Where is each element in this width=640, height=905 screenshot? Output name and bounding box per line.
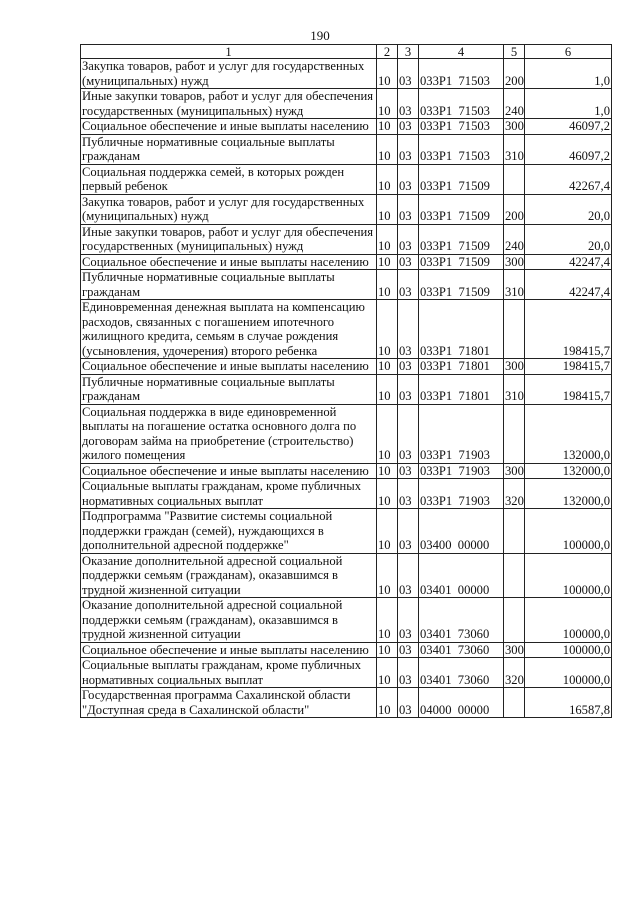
row-name-cell: Публичные нормативные социальные выплаты гражданам (81, 374, 377, 404)
row-name-cell: Социальное обеспечение и иные выплаты населению (81, 642, 377, 658)
table-row (81, 374, 612, 404)
row-section-cell: 10 (377, 134, 398, 164)
row-target-article-cell: 033Р1 71503 (419, 89, 504, 119)
table-row (81, 119, 612, 135)
row-target-article-cell: 033Р1 71509 (419, 270, 504, 300)
row-section-cell: 10 (377, 509, 398, 554)
row-expense-type-cell: 300 (505, 642, 524, 657)
row-subsection-cell: 03 (398, 374, 419, 404)
header-cell-4: 4 (419, 45, 504, 59)
row-expense-type-cell: 240 (504, 224, 525, 254)
row-target-article-cell: 04000 00000 (419, 688, 504, 718)
table-row (81, 59, 612, 89)
table-row (81, 89, 612, 119)
row-amount-cell: 16587,8 (525, 688, 612, 718)
row-subsection-cell: 03 (398, 270, 419, 300)
header-cell-5: 5 (504, 45, 525, 59)
page-number: 190 (310, 28, 330, 43)
row-amount-cell: 46097,2 (525, 119, 612, 135)
row-amount-cell: 100000,0 (525, 658, 612, 688)
row-expense-type-cell (504, 553, 525, 598)
row-target-article-cell: 033Р1 71801 (419, 300, 504, 359)
row-name-cell: Закупка товаров, работ и услуг для государственных (муниципальных) нужд (81, 59, 377, 89)
row-section-cell: 10 (377, 642, 398, 658)
row-target-article-cell: 03401 73060 (419, 598, 504, 643)
row-target-article-cell: 03400 00000 (419, 509, 504, 554)
row-amount-cell: 100000,0 (525, 509, 612, 554)
row-subsection-cell: 03 (398, 59, 419, 89)
row-subsection-cell: 03 (398, 553, 419, 598)
row-amount-cell: 42267,4 (525, 164, 612, 194)
row-name-cell: Социальное обеспечение и иные выплаты населению (81, 463, 377, 479)
row-target-article-cell: 033Р1 71903 (419, 479, 504, 509)
table-row (81, 359, 612, 375)
row-expense-type-cell (504, 300, 525, 359)
row-target-article-cell: 033Р1 71503 (419, 134, 504, 164)
row-name-cell: Публичные нормативные социальные выплаты гражданам (81, 134, 377, 164)
row-target-article-cell: 033Р1 71903 (419, 463, 504, 479)
row-target-article-cell: 033Р1 71509 (419, 164, 504, 194)
row-amount-cell: 132000,0 (525, 479, 612, 509)
row-name-cell: Социальная поддержка в виде единовременной выплаты на погашение остатка основного долга по договорам займа на приобретение (строительство) жилого помещения (81, 404, 377, 463)
row-target-article-cell: 033Р1 71509 (419, 254, 504, 270)
row-name-cell: Социальное обеспечение и иные выплаты населению (81, 119, 377, 135)
table-row (81, 463, 612, 479)
row-section-cell: 10 (377, 553, 398, 598)
row-expense-type-cell: 240 (504, 89, 525, 119)
row-expense-type-cell: 320 (504, 479, 525, 509)
row-section-cell: 10 (377, 359, 398, 375)
row-expense-type-cell: 310 (504, 374, 525, 404)
row-target-article-cell: 033Р1 71801 (419, 374, 504, 404)
row-name-cell: Оказание дополнительной адресной социальной поддержки семьям (гражданам), оказавшимся в трудной жизненной ситуации (81, 553, 377, 598)
row-subsection-cell: 03 (398, 509, 419, 554)
row-subsection-cell: 03 (398, 119, 419, 135)
row-target-article-cell: 033Р1 71903 (419, 404, 504, 463)
table-row (81, 300, 612, 359)
row-amount-cell: 20,0 (525, 194, 612, 224)
row-subsection-cell: 03 (398, 134, 419, 164)
row-subsection-cell: 03 (398, 224, 419, 254)
table-row (81, 658, 612, 688)
row-section-cell: 10 (377, 119, 398, 135)
row-section-cell: 10 (377, 254, 398, 270)
row-amount-cell: 42247,4 (525, 270, 612, 300)
row-name-cell: Закупка товаров, работ и услуг для государственных (муниципальных) нужд (81, 194, 377, 224)
row-section-cell: 10 (377, 404, 398, 463)
row-amount-cell: 132000,0 (525, 463, 612, 479)
header-cell-2: 2 (377, 45, 398, 59)
row-subsection-cell: 03 (398, 254, 419, 270)
row-name-cell: Оказание дополнительной адресной социальной поддержки семьям (гражданам), оказавшимся в трудной жизненной ситуации (81, 598, 377, 643)
row-subsection-cell: 03 (398, 194, 419, 224)
row-target-article-cell: 033Р1 71503 (419, 59, 504, 89)
row-subsection-cell: 03 (398, 89, 419, 119)
row-expense-type-cell (504, 164, 525, 194)
table-row (81, 642, 612, 658)
row-target-article-cell: 03401 00000 (419, 553, 504, 598)
row-target-article-cell: 033Р1 71509 (419, 224, 504, 254)
table-row (81, 509, 612, 554)
row-expense-type-cell (504, 598, 525, 643)
row-name-cell: Единовременная денежная выплата на компенсацию расходов, связанных с погашением ипотечного жилищного кредита, семьям в случае рождения (усыновления, удочерения) второго ребенка (81, 300, 377, 359)
row-expense-type-cell: 300 (505, 359, 524, 373)
row-section-cell: 10 (377, 224, 398, 254)
row-amount-cell: 1,0 (525, 59, 612, 89)
row-amount-cell: 100000,0 (525, 642, 612, 658)
row-expense-type-cell (504, 509, 525, 554)
row-target-article-cell: 03401 73060 (419, 642, 504, 658)
row-section-cell: 10 (377, 89, 398, 119)
header-cell-6: 6 (525, 45, 612, 59)
header-cell-3: 3 (398, 45, 419, 59)
row-section-cell: 10 (377, 598, 398, 643)
row-expense-type-cell (504, 688, 525, 718)
row-section-cell: 10 (377, 59, 398, 89)
row-expense-type-cell: 310 (504, 270, 525, 300)
row-amount-cell: 42247,4 (525, 254, 612, 270)
row-amount-cell: 1,0 (525, 89, 612, 119)
row-expense-type-cell: 200 (504, 59, 525, 89)
row-subsection-cell: 03 (398, 479, 419, 509)
row-subsection-cell: 03 (398, 359, 419, 375)
row-name-cell: Публичные нормативные социальные выплаты гражданам (81, 270, 377, 300)
table-row (81, 598, 612, 643)
row-target-article-cell: 033Р1 71503 (419, 119, 504, 135)
row-target-article-cell: 033Р1 71801 (419, 359, 504, 375)
row-subsection-cell: 03 (398, 300, 419, 359)
row-expense-type-cell: 300 (505, 463, 524, 478)
row-amount-cell: 46097,2 (525, 134, 612, 164)
row-name-cell: Государственная программа Сахалинской области "Доступная среда в Сахалинской области" (81, 688, 377, 718)
row-name-cell: Социальная поддержка семей, в которых рожден первый ребенок (81, 164, 377, 194)
table-row (81, 479, 612, 509)
row-amount-cell: 198415,7 (525, 374, 612, 404)
row-section-cell: 10 (377, 658, 398, 688)
row-expense-type-cell: 320 (504, 658, 525, 688)
row-name-cell: Социальные выплаты гражданам, кроме публичных нормативных социальных выплат (81, 658, 377, 688)
row-section-cell: 10 (377, 374, 398, 404)
header-row (81, 45, 612, 59)
row-subsection-cell: 03 (398, 658, 419, 688)
row-subsection-cell: 03 (398, 164, 419, 194)
row-expense-type-cell: 300 (505, 119, 524, 133)
table-row (81, 688, 612, 718)
row-amount-cell: 100000,0 (525, 598, 612, 643)
row-expense-type-cell: 200 (504, 194, 525, 224)
row-subsection-cell: 03 (398, 463, 419, 479)
row-expense-type-cell: 300 (505, 254, 524, 269)
row-expense-type-cell: 310 (504, 134, 525, 164)
row-name-cell: Иные закупки товаров, работ и услуг для обеспечения государственных (муниципальных) нужд (81, 89, 377, 119)
row-name-cell: Подпрограмма "Развитие системы социальной поддержки граждан (семей), нуждающихся в дополнительной адресной поддержке" (81, 509, 377, 554)
row-subsection-cell: 03 (398, 642, 419, 658)
row-expense-type-cell (504, 404, 525, 463)
row-amount-cell: 100000,0 (525, 553, 612, 598)
row-section-cell: 10 (377, 479, 398, 509)
row-name-cell: Социальное обеспечение и иные выплаты населению (81, 254, 377, 270)
row-name-cell: Социальное обеспечение и иные выплаты населению (81, 359, 377, 375)
row-amount-cell: 20,0 (525, 224, 612, 254)
row-subsection-cell: 03 (398, 598, 419, 643)
table-row (81, 553, 612, 598)
row-section-cell: 10 (377, 688, 398, 718)
row-target-article-cell: 03401 73060 (419, 658, 504, 688)
row-name-cell: Социальные выплаты гражданам, кроме публичных нормативных социальных выплат (81, 479, 377, 509)
row-name-cell: Иные закупки товаров, работ и услуг для обеспечения государственных (муниципальных) нужд (81, 224, 377, 254)
table-row (81, 134, 612, 164)
table-row (81, 270, 612, 300)
row-amount-cell: 198415,7 (525, 300, 612, 359)
row-section-cell: 10 (377, 164, 398, 194)
table-row (81, 254, 612, 270)
table-row (81, 194, 612, 224)
row-amount-cell: 132000,0 (525, 404, 612, 463)
table-row (81, 164, 612, 194)
row-section-cell: 10 (377, 300, 398, 359)
row-amount-cell: 198415,7 (525, 359, 612, 375)
budget-table (80, 44, 612, 718)
row-section-cell: 10 (377, 270, 398, 300)
row-subsection-cell: 03 (398, 688, 419, 718)
row-section-cell: 10 (377, 194, 398, 224)
table-row (81, 404, 612, 463)
table-row (81, 224, 612, 254)
row-section-cell: 10 (377, 463, 398, 479)
row-target-article-cell: 033Р1 71509 (419, 194, 504, 224)
row-subsection-cell: 03 (398, 404, 419, 463)
header-cell-1: 1 (81, 45, 377, 59)
